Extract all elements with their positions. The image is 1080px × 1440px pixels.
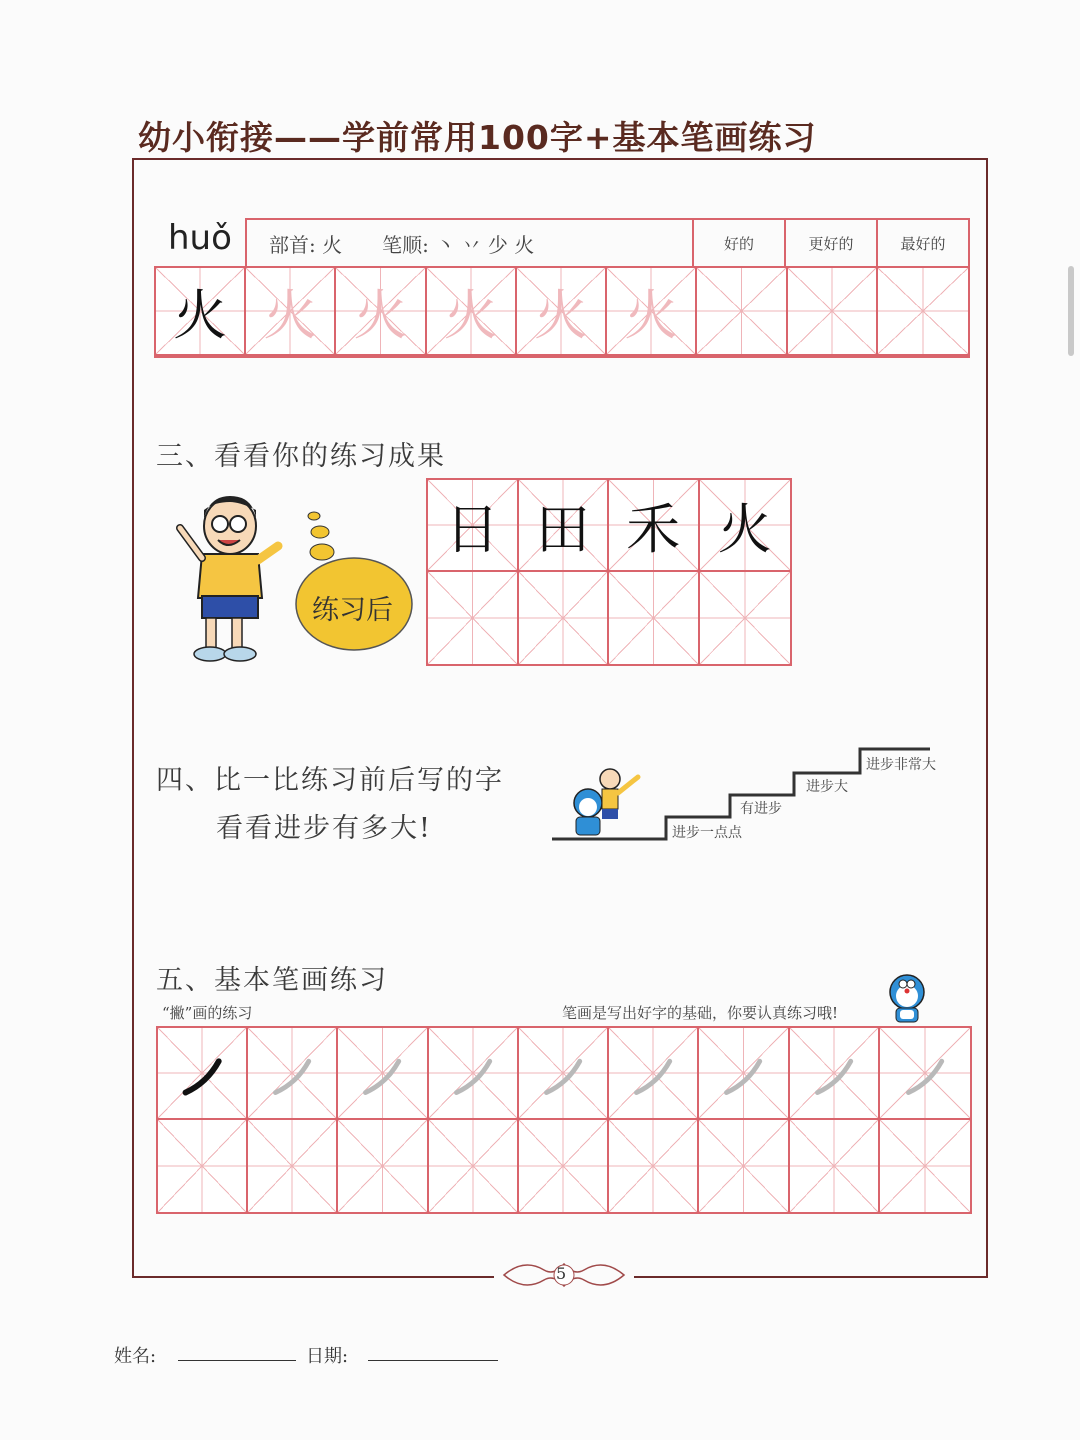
pie-stroke-trace <box>727 1061 760 1092</box>
writing-cell[interactable] <box>697 268 787 356</box>
writing-cell[interactable] <box>699 1120 789 1212</box>
char-info-bar <box>245 218 970 266</box>
trace-cell[interactable] <box>517 268 607 356</box>
pie-stroke-trace <box>366 1061 399 1092</box>
trace-cell[interactable] <box>427 268 517 356</box>
section-5-heading: 五、基本笔画练习 <box>156 965 388 996</box>
result-char: 田 <box>535 497 590 561</box>
section-4-heading: 四、比一比练习前后写的字 <box>156 765 504 796</box>
result-char: 禾 <box>626 497 681 561</box>
trace-cell[interactable] <box>336 268 426 356</box>
pie-stroke-trace <box>456 1061 489 1092</box>
writing-cell[interactable] <box>788 268 878 356</box>
trace-stroke-cell[interactable] <box>248 1028 338 1120</box>
radical-label: 部首: 火 <box>269 232 343 257</box>
date-field-line[interactable] <box>368 1360 498 1361</box>
trace-char: 火 <box>624 283 679 347</box>
trace-char: 火 <box>263 283 318 347</box>
char-info <box>247 220 694 266</box>
result-cell <box>700 480 791 572</box>
writing-cell[interactable] <box>519 572 610 664</box>
char-practice-row <box>154 266 970 358</box>
result-grid <box>426 478 792 666</box>
writing-cell[interactable] <box>158 1120 248 1212</box>
trace-stroke-cell[interactable] <box>429 1028 519 1120</box>
pie-stroke-trace <box>637 1061 670 1092</box>
trace-cell[interactable] <box>607 268 697 356</box>
pie-stroke-model <box>185 1061 218 1092</box>
writing-cell[interactable] <box>519 1120 609 1212</box>
writing-cell[interactable] <box>700 572 791 664</box>
writing-cell[interactable] <box>248 1120 338 1212</box>
stroke-practice-grid <box>156 1026 972 1214</box>
writing-cell[interactable] <box>338 1120 428 1212</box>
rating-better: 更好的 <box>786 220 878 266</box>
stroke-order-label: 笔顺: 丶 丷 少 火 <box>382 232 535 257</box>
pie-stroke-trace <box>276 1061 309 1092</box>
writing-cell[interactable] <box>880 1120 970 1212</box>
section-3-heading: 三、看看你的练习成果 <box>156 441 446 472</box>
bubble-label: 练习后 <box>312 595 393 626</box>
date-label: 日期: <box>306 1346 349 1367</box>
scrollbar[interactable] <box>1068 266 1074 356</box>
writing-cell[interactable] <box>878 268 968 356</box>
page-title: 幼小衔接——学前常用100字+基本笔画练习 <box>138 118 817 157</box>
model-stroke-cell <box>158 1028 248 1120</box>
pie-stroke-trace <box>817 1061 850 1092</box>
step-label: 进步一点点 <box>672 825 742 841</box>
trace-char: 火 <box>533 283 588 347</box>
pinyin: huǒ <box>168 218 232 258</box>
writing-cell[interactable] <box>429 1120 519 1212</box>
step-label: 进步大 <box>806 779 848 795</box>
pie-stroke-trace <box>908 1061 941 1092</box>
trace-char: 火 <box>443 283 498 347</box>
page-number: 5 <box>556 1264 567 1283</box>
rating-best: 最好的 <box>900 234 946 253</box>
trace-stroke-cell[interactable] <box>519 1028 609 1120</box>
stroke-practice-label: “撇”画的练习 <box>162 1004 253 1022</box>
doraemon-icon <box>884 972 930 1026</box>
trace-stroke-cell[interactable] <box>699 1028 789 1120</box>
nobita-illustration <box>170 488 290 668</box>
writing-cell[interactable] <box>609 1120 699 1212</box>
model-cell <box>156 268 246 356</box>
trace-stroke-cell[interactable] <box>338 1028 428 1120</box>
step-label: 有进步 <box>740 801 782 817</box>
trace-stroke-cell[interactable] <box>609 1028 699 1120</box>
result-cell <box>519 480 610 572</box>
model-char: 火 <box>173 283 228 347</box>
name-label: 姓名: <box>114 1346 157 1367</box>
writing-cell[interactable] <box>790 1120 880 1212</box>
rating-good: 好的 <box>694 220 786 266</box>
trace-cell[interactable] <box>246 268 336 356</box>
name-field-line[interactable] <box>178 1360 296 1361</box>
writing-cell[interactable] <box>428 572 519 664</box>
result-cell <box>609 480 700 572</box>
trace-char: 火 <box>353 283 408 347</box>
encouragement-text: 笔画是写出好字的基础，你要认真练习哦! <box>562 1004 839 1022</box>
writing-cell[interactable] <box>609 572 700 664</box>
trace-stroke-cell[interactable] <box>790 1028 880 1120</box>
result-char: 火 <box>717 497 772 561</box>
section-4-subheading: 看看进步有多大! <box>216 813 432 844</box>
step-label: 进步非常大 <box>866 757 936 773</box>
pie-stroke-trace <box>546 1061 579 1092</box>
result-char: 日 <box>445 497 500 561</box>
result-cell <box>428 480 519 572</box>
trace-stroke-cell[interactable] <box>880 1028 970 1120</box>
